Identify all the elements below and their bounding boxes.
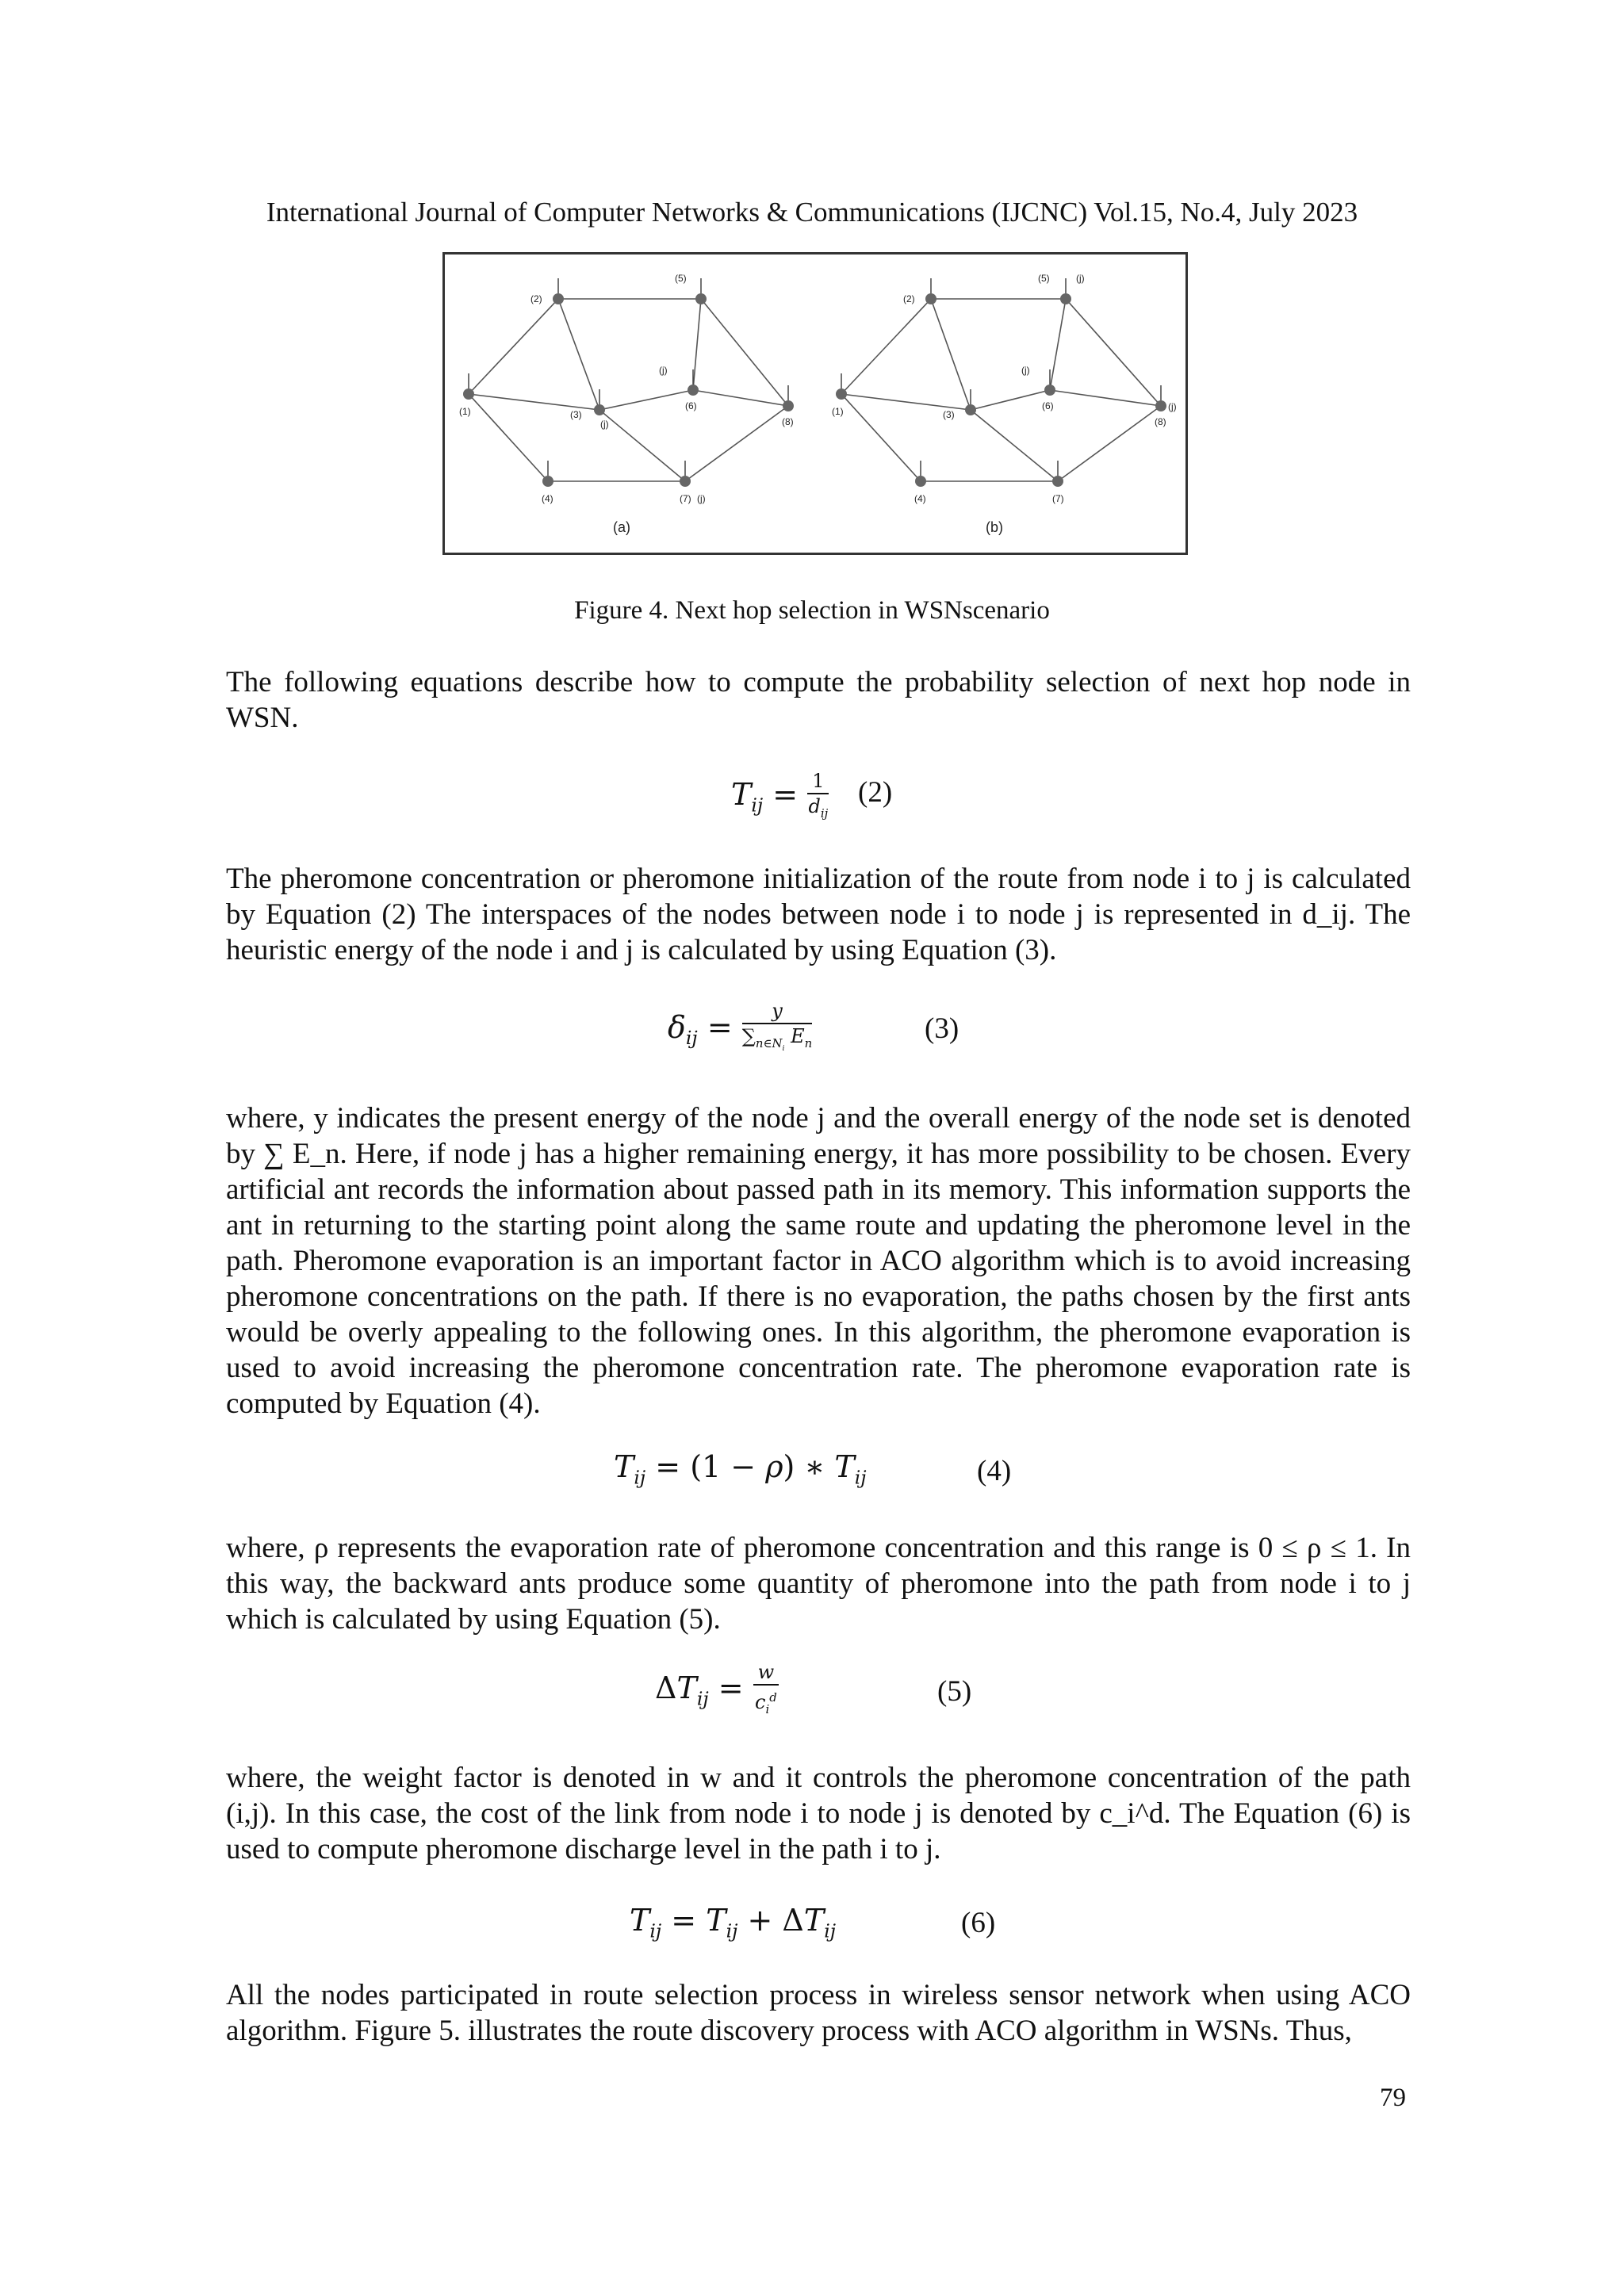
paragraph-5: where, the weight factor is denoted in w and it controls the pheromone concentration of the path (i,j). In this case, the cost of the link from node i to node j is denoted by c_i^d. The Equation (6) is used to compute pheromone discharge level in the path i to j. — [226, 1762, 1411, 1866]
node-label: (7) — [680, 493, 691, 504]
equation-6: $T_{ij} = T_{ij} + \Delta T_{ij}$ — [630, 1903, 837, 1942]
node-label: (5) — [675, 273, 687, 284]
equation-4-number: (4) — [977, 1455, 1012, 1487]
equation-3: $\delta_{ij}$ = $\frac{y}{\sum_{n\in N_i} E_n}$ — [668, 1000, 813, 1053]
equation-5: $\Delta T_{ij}$ = $\frac{w}{c_i^d}$ — [655, 1660, 779, 1721]
mark-j: (j) — [697, 493, 706, 504]
mark-i: (j) — [600, 419, 609, 430]
node-label: (1) — [832, 406, 844, 417]
equation-4: $T_{ij} = (1 - \rho)$ ∗ $T_{ij}$ — [614, 1449, 867, 1489]
equation-6-number: (6) — [961, 1907, 996, 1939]
network-diagram — [445, 254, 1185, 553]
mark-j: (j) — [1021, 365, 1030, 376]
equation-3-number: (3) — [925, 1012, 959, 1045]
page-number: 79 — [1380, 2084, 1406, 2112]
paragraph-3: where, y indicates the present energy of the node j and the overall energy of the node set is denoted by ∑ E_n. Here, if node j has a higher remaining energy, it has more possibility to be chosen. Every artificial ant records the information about passed path in its memory. This information supports the ant in returning to the starting point along the same route and updating the pheromone level in the path. Pheromone evaporation is an important factor in ACO algorithm which is to avoid increasing pheromone concentrations on the path. If there is no evaporation, the paths chosen by the first ants would be overly appealing to the following ones. In this algorithm, the pheromone evaporation is used to avoid increasing the pheromone concentration rate. The pheromone evaporation rate is computed by Equation (4). — [226, 1102, 1411, 1420]
node-label: (6) — [685, 400, 697, 411]
node-label: (1) — [459, 406, 471, 417]
node-label: (3) — [943, 409, 955, 420]
node-label: (4) — [542, 493, 553, 504]
paragraph-2: The pheromone concentration or pheromone initialization of the route from node i to j is calculated by Equation (2) The interspaces of the nodes between node i to node j is represented in d_ij. The heuristic energy of the node i and j is calculated by using Equation (3). — [226, 863, 1411, 966]
node-label: (8) — [1155, 416, 1166, 427]
sensor-nodes-b — [836, 293, 1166, 487]
paragraph-6: All the nodes participated in route selection process in wireless sensor network when using ACO algorithm. Figure 5. illustrates the route discovery process with ACO algorithm in WSNs. Thus, — [226, 1979, 1411, 2047]
equation-2: $T_{ij}$ = $\frac{1}{d_{ij}}$ — [731, 770, 829, 821]
mark-j: (j) — [1076, 273, 1085, 284]
figure-4 — [442, 252, 1188, 555]
figure-caption: Figure 4. Next hop selection in WSNscenario — [574, 596, 1050, 625]
equation-2-number: (2) — [858, 776, 893, 809]
node-label: (5) — [1038, 273, 1050, 284]
node-label: (3) — [570, 409, 582, 420]
node-label: (2) — [530, 293, 542, 304]
node-label: (8) — [782, 416, 794, 427]
paragraph-1: The following equations describe how to compute the probability selection of next hop node in WSN. — [226, 666, 1411, 734]
running-header: International Journal of Computer Networks & Communications (IJCNC) Vol.15, No.4, July 2023 — [266, 197, 1358, 228]
panel-a-label: (a) — [613, 519, 630, 535]
mark-j: (j) — [659, 365, 668, 376]
panel-b-label: (b) — [986, 519, 1003, 535]
mark-j: (j) — [1168, 401, 1177, 412]
antenna-icons — [469, 278, 1161, 476]
node-label: (2) — [903, 293, 915, 304]
node-label: (7) — [1052, 493, 1064, 504]
equation-5-number: (5) — [937, 1675, 972, 1708]
paragraph-4: where, ρ represents the evaporation rate of pheromone concentration and this range is 0 ≤ ρ ≤ 1. In this way, the backward ants produce some quantity of pheromone into the path from node i to j which is calculated by using Equation (5). — [226, 1532, 1411, 1636]
node-label: (6) — [1042, 400, 1054, 411]
sensor-nodes-a — [463, 293, 794, 487]
node-label: (4) — [914, 493, 926, 504]
